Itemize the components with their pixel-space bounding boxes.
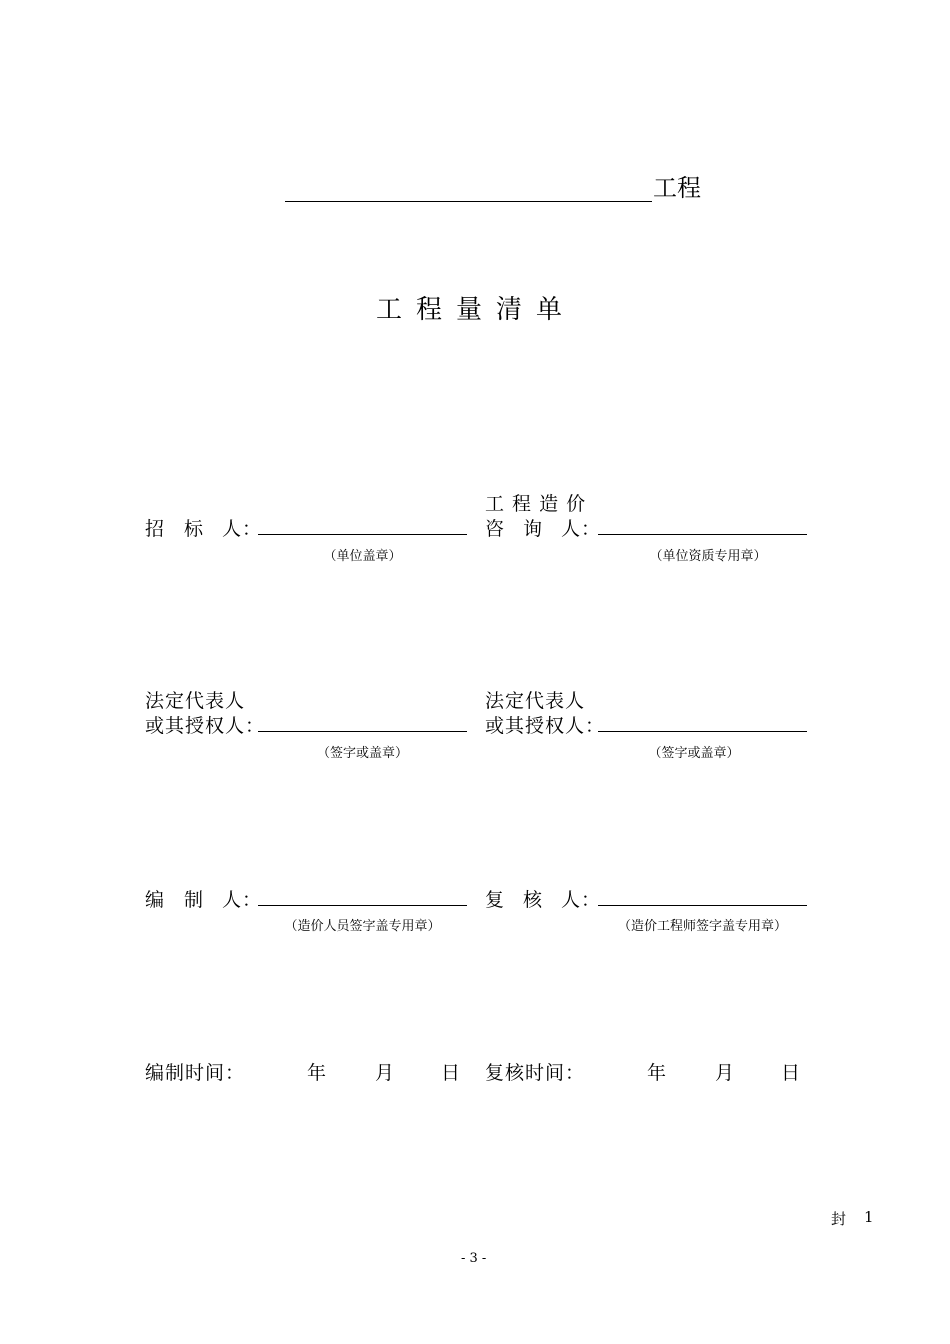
right-legal-rep-line2: 或其授权人： xyxy=(485,715,606,737)
compiler-note: （造价人员签字盖专用章） xyxy=(284,919,441,934)
consultant-label-line1: 工 程 造 价 xyxy=(485,493,587,515)
left-legal-rep-line2: 或其授权人： xyxy=(145,715,266,737)
page-title: 工程量清单 xyxy=(376,295,577,325)
project-name-underline xyxy=(285,201,652,202)
consultant-label-3: 人： xyxy=(561,518,602,540)
tenderer-label-3: 人： xyxy=(222,518,263,540)
review-date-month: 月 xyxy=(715,1062,735,1084)
compiler-signature-line xyxy=(258,905,467,906)
reviewer-label-1: 复 xyxy=(485,889,506,911)
review-date-year: 年 xyxy=(647,1062,667,1084)
consultant-signature-line xyxy=(598,534,807,535)
reviewer-note: （造价工程师签字盖专用章） xyxy=(617,919,787,934)
tenderer-signature-line xyxy=(258,534,467,535)
consultant-note: （单位资质专用章） xyxy=(649,549,767,564)
right-legal-rep-line1: 法定代表人 xyxy=(485,690,586,712)
compiler-label-1: 编 xyxy=(145,889,166,911)
right-legal-rep-note: （签字或盖章） xyxy=(648,746,740,761)
compile-date-day: 日 xyxy=(441,1062,461,1084)
page-number: - 3 - xyxy=(461,1251,487,1266)
right-legal-rep-signature-line xyxy=(598,731,807,732)
consultant-label-1: 咨 xyxy=(485,518,506,540)
form-number: 1 xyxy=(864,1208,874,1226)
tenderer-label-2: 标 xyxy=(184,518,205,540)
left-legal-rep-note: （签字或盖章） xyxy=(316,746,408,761)
left-legal-rep-signature-line xyxy=(258,731,467,732)
project-suffix: 工程 xyxy=(653,174,701,202)
review-date-label: 复核时间： xyxy=(485,1062,586,1084)
left-legal-rep-line1: 法定代表人 xyxy=(145,690,246,712)
tenderer-note: （单位盖章） xyxy=(323,549,402,564)
compiler-label-3: 人： xyxy=(222,889,263,911)
tenderer-label-1: 招 xyxy=(145,518,166,540)
reviewer-label-3: 人： xyxy=(561,889,602,911)
compiler-label-2: 制 xyxy=(184,889,205,911)
consultant-label-2: 询 xyxy=(523,518,544,540)
reviewer-label-2: 核 xyxy=(523,889,544,911)
review-date-day: 日 xyxy=(781,1062,801,1084)
reviewer-signature-line xyxy=(598,905,807,906)
compile-date-year: 年 xyxy=(307,1062,327,1084)
compile-date-label: 编制时间： xyxy=(145,1062,246,1084)
compile-date-month: 月 xyxy=(375,1062,395,1084)
form-code: 封 xyxy=(831,1210,847,1228)
